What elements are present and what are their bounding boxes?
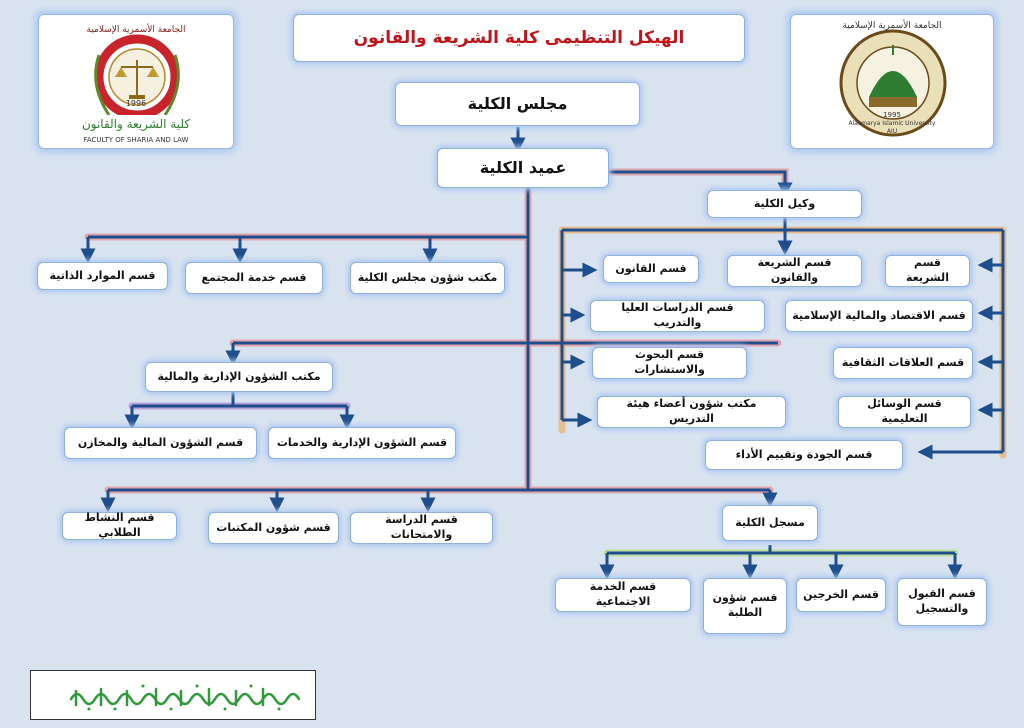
graduates-node: قسم الخرجين (796, 578, 886, 612)
law-dept-node: قسم القانون (603, 255, 699, 283)
faculty-staff-office-node: مكتب شؤون أعضاء هيئة التدريس (597, 396, 786, 428)
libraries-node: قسم شؤون المكتبات (208, 512, 339, 544)
admin-finance-office-node: مكتب الشؤون الإدارية والمالية (145, 362, 333, 392)
left-logo-year: 1996 (125, 99, 147, 108)
vice-dean-node: وكيل الكلية (707, 190, 862, 218)
social-service-node: قسم الخدمة الاجتماعية (555, 578, 691, 612)
council-node: مجلس الكلية (395, 82, 640, 126)
university-logo (790, 14, 994, 149)
admission-node (897, 578, 987, 626)
student-affairs-line-1: قسم شؤون (712, 591, 778, 605)
edu-media-node: قسم الوسائل التعليمية (838, 396, 971, 428)
self-resources-node: قسم الموارد الذاتية (37, 262, 168, 290)
student-affairs-line-2: الطلبة (727, 606, 763, 619)
cultural-node: قسم العلاقات الثقافية (833, 347, 973, 379)
right-logo-english-name: Alasmarya Islamic University (848, 120, 936, 127)
council-affairs-office-node: مكتب شؤون مجلس الكلية (350, 262, 505, 294)
right-logo-abbr: AIU (886, 128, 898, 135)
quality-node: قسم الجودة وتقييم الأداء (705, 440, 903, 470)
research-node: قسم البحوث والاستشارات (592, 347, 747, 379)
right-logo-arc-text: الجامعة الأسمرية الإسلامية (842, 21, 942, 31)
left-logo-arabic-name: كلية الشريعة والقانون (81, 117, 191, 131)
right-logo-year: 1995 (883, 111, 901, 119)
admission-line-1: قسم القبول (908, 587, 976, 601)
sharia-dept-node: قسم الشريعة (885, 255, 970, 287)
community-service-node: قسم خدمة المجتمع (185, 262, 323, 294)
sharia-law-dept-node: قسم الشريعة والقانون (727, 255, 862, 287)
left-logo-english-name: FACULTY OF SHARIA AND LAW (83, 136, 189, 144)
left-logo-arc-text: الجامعة الأسمرية الإسلامية (86, 25, 186, 35)
student-affairs-node (703, 578, 787, 634)
dean-node: عميد الكلية (437, 148, 609, 188)
registrar-node: مسجل الكلية (722, 505, 818, 541)
admin-services-node: قسم الشؤون الإدارية والخدمات (268, 427, 456, 459)
study-exams-node: قسم الدراسة والامتحانات (350, 512, 493, 544)
econ-finance-node: قسم الاقتصاد والمالية الإسلامية (785, 300, 973, 332)
student-activity-node: قسم النشاط الطلابي (62, 512, 177, 540)
postgrad-node: قسم الدراسات العليا والتدريب (590, 300, 765, 332)
faculty-logo (38, 14, 234, 149)
admission-line-2: والتسجيل (915, 602, 969, 615)
finance-stores-node: قسم الشؤون المالية والمخازن (64, 427, 257, 459)
calligraphy-icon (31, 671, 315, 719)
footer-strip (30, 670, 316, 720)
chart-title: الهيكل التنظيمى كلية الشريعة والقانون (293, 14, 745, 62)
